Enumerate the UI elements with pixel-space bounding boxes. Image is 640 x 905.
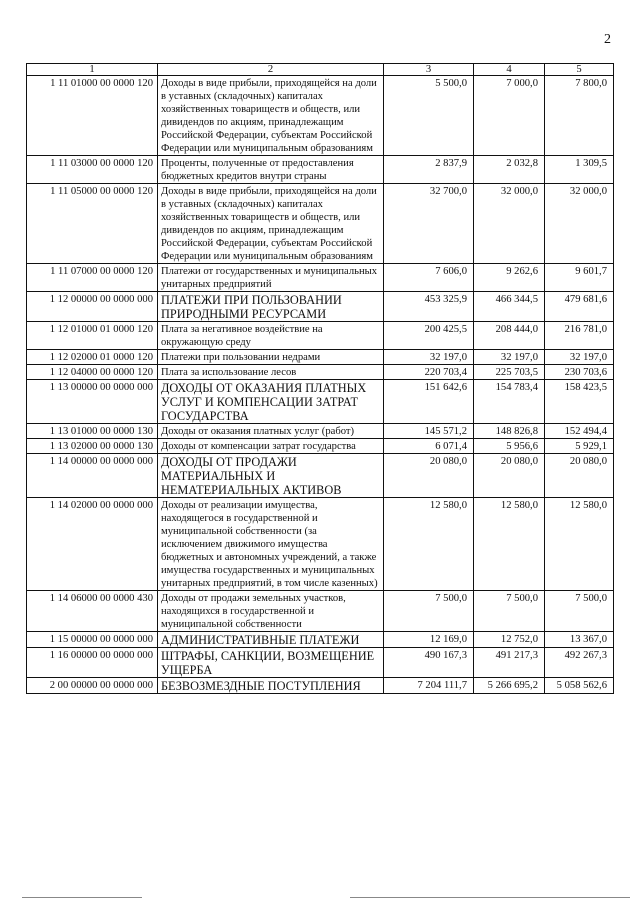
amount-col5-cell: 9 601,7 bbox=[545, 264, 614, 292]
amount-col4-cell: 148 826,8 bbox=[474, 424, 545, 439]
amount-col4-cell: 9 262,6 bbox=[474, 264, 545, 292]
revenue-name-cell: Доходы от реализации имущества, находящегося в государственной и муниципальной собственности (за исключением движимого имущества бюджетных и автономных учреждений, а также имущества государственных и муниципальных унитарных предприятий, в том числе казенных) bbox=[158, 498, 384, 591]
scan-artifact-line bbox=[22, 897, 142, 898]
revenue-name-cell: ПЛАТЕЖИ ПРИ ПОЛЬЗОВАНИИ ПРИРОДНЫМИ РЕСУРСАМИ bbox=[158, 292, 384, 322]
amount-col5-cell: 32 000,0 bbox=[545, 184, 614, 264]
table-row bbox=[27, 439, 614, 454]
table-row bbox=[27, 365, 614, 380]
revenue-name-cell: Плата за использование лесов bbox=[158, 365, 384, 380]
amount-col5-cell: 12 580,0 bbox=[545, 498, 614, 591]
amount-col4-cell: 225 703,5 bbox=[474, 365, 545, 380]
amount-col3-cell: 7 204 111,7 bbox=[384, 678, 474, 694]
amount-col3-cell: 490 167,3 bbox=[384, 648, 474, 678]
column-header: 3 bbox=[384, 64, 474, 76]
amount-col5-cell: 152 494,4 bbox=[545, 424, 614, 439]
amount-col5-cell: 13 367,0 bbox=[545, 632, 614, 648]
table-row bbox=[27, 350, 614, 365]
budget-code-cell: 1 12 02000 01 0000 120 bbox=[27, 350, 158, 365]
table-row bbox=[27, 424, 614, 439]
revenue-name-cell: Проценты, полученные от предоставления бюджетных кредитов внутри страны bbox=[158, 156, 384, 184]
amount-col4-cell: 5 266 695,2 bbox=[474, 678, 545, 694]
table-row bbox=[27, 184, 614, 264]
revenue-name-cell: Платежи от государственных и муниципальных унитарных предприятий bbox=[158, 264, 384, 292]
table-row bbox=[27, 454, 614, 498]
amount-col3-cell: 20 080,0 bbox=[384, 454, 474, 498]
table-row bbox=[27, 322, 614, 350]
amount-col4-cell: 491 217,3 bbox=[474, 648, 545, 678]
table-row bbox=[27, 678, 614, 694]
amount-col3-cell: 453 325,9 bbox=[384, 292, 474, 322]
revenue-name-cell: Доходы от компенсации затрат государства bbox=[158, 439, 384, 454]
column-header: 2 bbox=[158, 64, 384, 76]
column-header: 5 bbox=[545, 64, 614, 76]
budget-code-cell: 1 11 07000 00 0000 120 bbox=[27, 264, 158, 292]
budget-code-cell: 1 13 02000 00 0000 130 bbox=[27, 439, 158, 454]
budget-code-cell: 1 16 00000 00 0000 000 bbox=[27, 648, 158, 678]
table-row bbox=[27, 648, 614, 678]
amount-col4-cell: 7 000,0 bbox=[474, 76, 545, 156]
budget-code-cell: 1 11 01000 00 0000 120 bbox=[27, 76, 158, 156]
table-row bbox=[27, 292, 614, 322]
amount-col4-cell: 20 080,0 bbox=[474, 454, 545, 498]
amount-col3-cell: 5 500,0 bbox=[384, 76, 474, 156]
amount-col5-cell: 20 080,0 bbox=[545, 454, 614, 498]
scan-artifact-line bbox=[350, 897, 630, 898]
budget-code-cell: 1 14 00000 00 0000 000 bbox=[27, 454, 158, 498]
table-row bbox=[27, 498, 614, 591]
budget-code-cell: 2 00 00000 00 0000 000 bbox=[27, 678, 158, 694]
amount-col3-cell: 32 700,0 bbox=[384, 184, 474, 264]
amount-col5-cell: 5 058 562,6 bbox=[545, 678, 614, 694]
table-row bbox=[27, 380, 614, 424]
amount-col3-cell: 32 197,0 bbox=[384, 350, 474, 365]
budget-code-cell: 1 14 06000 00 0000 430 bbox=[27, 591, 158, 632]
amount-col5-cell: 492 267,3 bbox=[545, 648, 614, 678]
budget-code-cell: 1 11 05000 00 0000 120 bbox=[27, 184, 158, 264]
revenue-name-cell: ДОХОДЫ ОТ ПРОДАЖИ МАТЕРИАЛЬНЫХ И НЕМАТЕРИАЛЬНЫХ АКТИВОВ bbox=[158, 454, 384, 498]
column-header: 1 bbox=[27, 64, 158, 76]
budget-code-cell: 1 11 03000 00 0000 120 bbox=[27, 156, 158, 184]
budget-code-cell: 1 12 00000 00 0000 000 bbox=[27, 292, 158, 322]
revenue-name-cell: Плата за негативное воздействие на окружающую среду bbox=[158, 322, 384, 350]
amount-col3-cell: 6 071,4 bbox=[384, 439, 474, 454]
amount-col3-cell: 7 500,0 bbox=[384, 591, 474, 632]
amount-col3-cell: 200 425,5 bbox=[384, 322, 474, 350]
amount-col3-cell: 2 837,9 bbox=[384, 156, 474, 184]
budget-code-cell: 1 13 01000 00 0000 130 bbox=[27, 424, 158, 439]
amount-col4-cell: 2 032,8 bbox=[474, 156, 545, 184]
amount-col4-cell: 32 000,0 bbox=[474, 184, 545, 264]
amount-col5-cell: 5 929,1 bbox=[545, 439, 614, 454]
revenue-name-cell: Доходы от продажи земельных участков, находящихся в государственной и муниципальной собственности bbox=[158, 591, 384, 632]
amount-col5-cell: 32 197,0 bbox=[545, 350, 614, 365]
column-header: 4 bbox=[474, 64, 545, 76]
amount-col4-cell: 5 956,6 bbox=[474, 439, 545, 454]
amount-col4-cell: 12 752,0 bbox=[474, 632, 545, 648]
amount-col5-cell: 7 500,0 bbox=[545, 591, 614, 632]
revenue-name-cell: ДОХОДЫ ОТ ОКАЗАНИЯ ПЛАТНЫХ УСЛУГ И КОМПЕНСАЦИИ ЗАТРАТ ГОСУДАРСТВА bbox=[158, 380, 384, 424]
amount-col3-cell: 145 571,2 bbox=[384, 424, 474, 439]
amount-col5-cell: 158 423,5 bbox=[545, 380, 614, 424]
budget-code-cell: 1 12 01000 01 0000 120 bbox=[27, 322, 158, 350]
amount-col5-cell: 1 309,5 bbox=[545, 156, 614, 184]
revenue-name-cell: Доходы в виде прибыли, приходящейся на доли в уставных (складочных) капиталах хозяйственных товариществ и обществ, или дивидендов по акциям, принадлежащим Российской Федерации, субъектам Российской Федерации или муниципальным образованиям bbox=[158, 76, 384, 156]
amount-col3-cell: 12 580,0 bbox=[384, 498, 474, 591]
revenue-name-cell: Доходы от оказания платных услуг (работ) bbox=[158, 424, 384, 439]
budget-code-cell: 1 13 00000 00 0000 000 bbox=[27, 380, 158, 424]
revenue-name-cell: Доходы в виде прибыли, приходящейся на доли в уставных (складочных) капиталах хозяйственных товариществ и обществ, или дивидендов по акциям, принадлежащим Российской Федерации, субъектам Российской Федерации или муниципальным образованиям bbox=[158, 184, 384, 264]
table-row bbox=[27, 632, 614, 648]
amount-col4-cell: 208 444,0 bbox=[474, 322, 545, 350]
table-row bbox=[27, 76, 614, 156]
amount-col4-cell: 32 197,0 bbox=[474, 350, 545, 365]
amount-col3-cell: 12 169,0 bbox=[384, 632, 474, 648]
table-row bbox=[27, 591, 614, 632]
amount-col5-cell: 230 703,6 bbox=[545, 365, 614, 380]
amount-col4-cell: 154 783,4 bbox=[474, 380, 545, 424]
amount-col5-cell: 7 800,0 bbox=[545, 76, 614, 156]
table-row bbox=[27, 156, 614, 184]
amount-col3-cell: 220 703,4 bbox=[384, 365, 474, 380]
amount-col4-cell: 7 500,0 bbox=[474, 591, 545, 632]
revenue-name-cell: АДМИНИСТРАТИВНЫЕ ПЛАТЕЖИ bbox=[158, 632, 384, 648]
amount-col5-cell: 216 781,0 bbox=[545, 322, 614, 350]
budget-code-cell: 1 15 00000 00 0000 000 bbox=[27, 632, 158, 648]
budget-code-cell: 1 12 04000 00 0000 120 bbox=[27, 365, 158, 380]
revenue-table bbox=[26, 63, 614, 694]
table-row bbox=[27, 264, 614, 292]
revenue-name-cell: ШТРАФЫ, САНКЦИИ, ВОЗМЕЩЕНИЕ УЩЕРБА bbox=[158, 648, 384, 678]
amount-col4-cell: 12 580,0 bbox=[474, 498, 545, 591]
amount-col5-cell: 479 681,6 bbox=[545, 292, 614, 322]
table-header-row bbox=[27, 64, 614, 76]
page-number: 2 bbox=[604, 32, 611, 47]
budget-code-cell: 1 14 02000 00 0000 000 bbox=[27, 498, 158, 591]
revenue-name-cell: БЕЗВОЗМЕЗДНЫЕ ПОСТУПЛЕНИЯ bbox=[158, 678, 384, 694]
amount-col3-cell: 151 642,6 bbox=[384, 380, 474, 424]
amount-col3-cell: 7 606,0 bbox=[384, 264, 474, 292]
amount-col4-cell: 466 344,5 bbox=[474, 292, 545, 322]
revenue-name-cell: Платежи при пользовании недрами bbox=[158, 350, 384, 365]
